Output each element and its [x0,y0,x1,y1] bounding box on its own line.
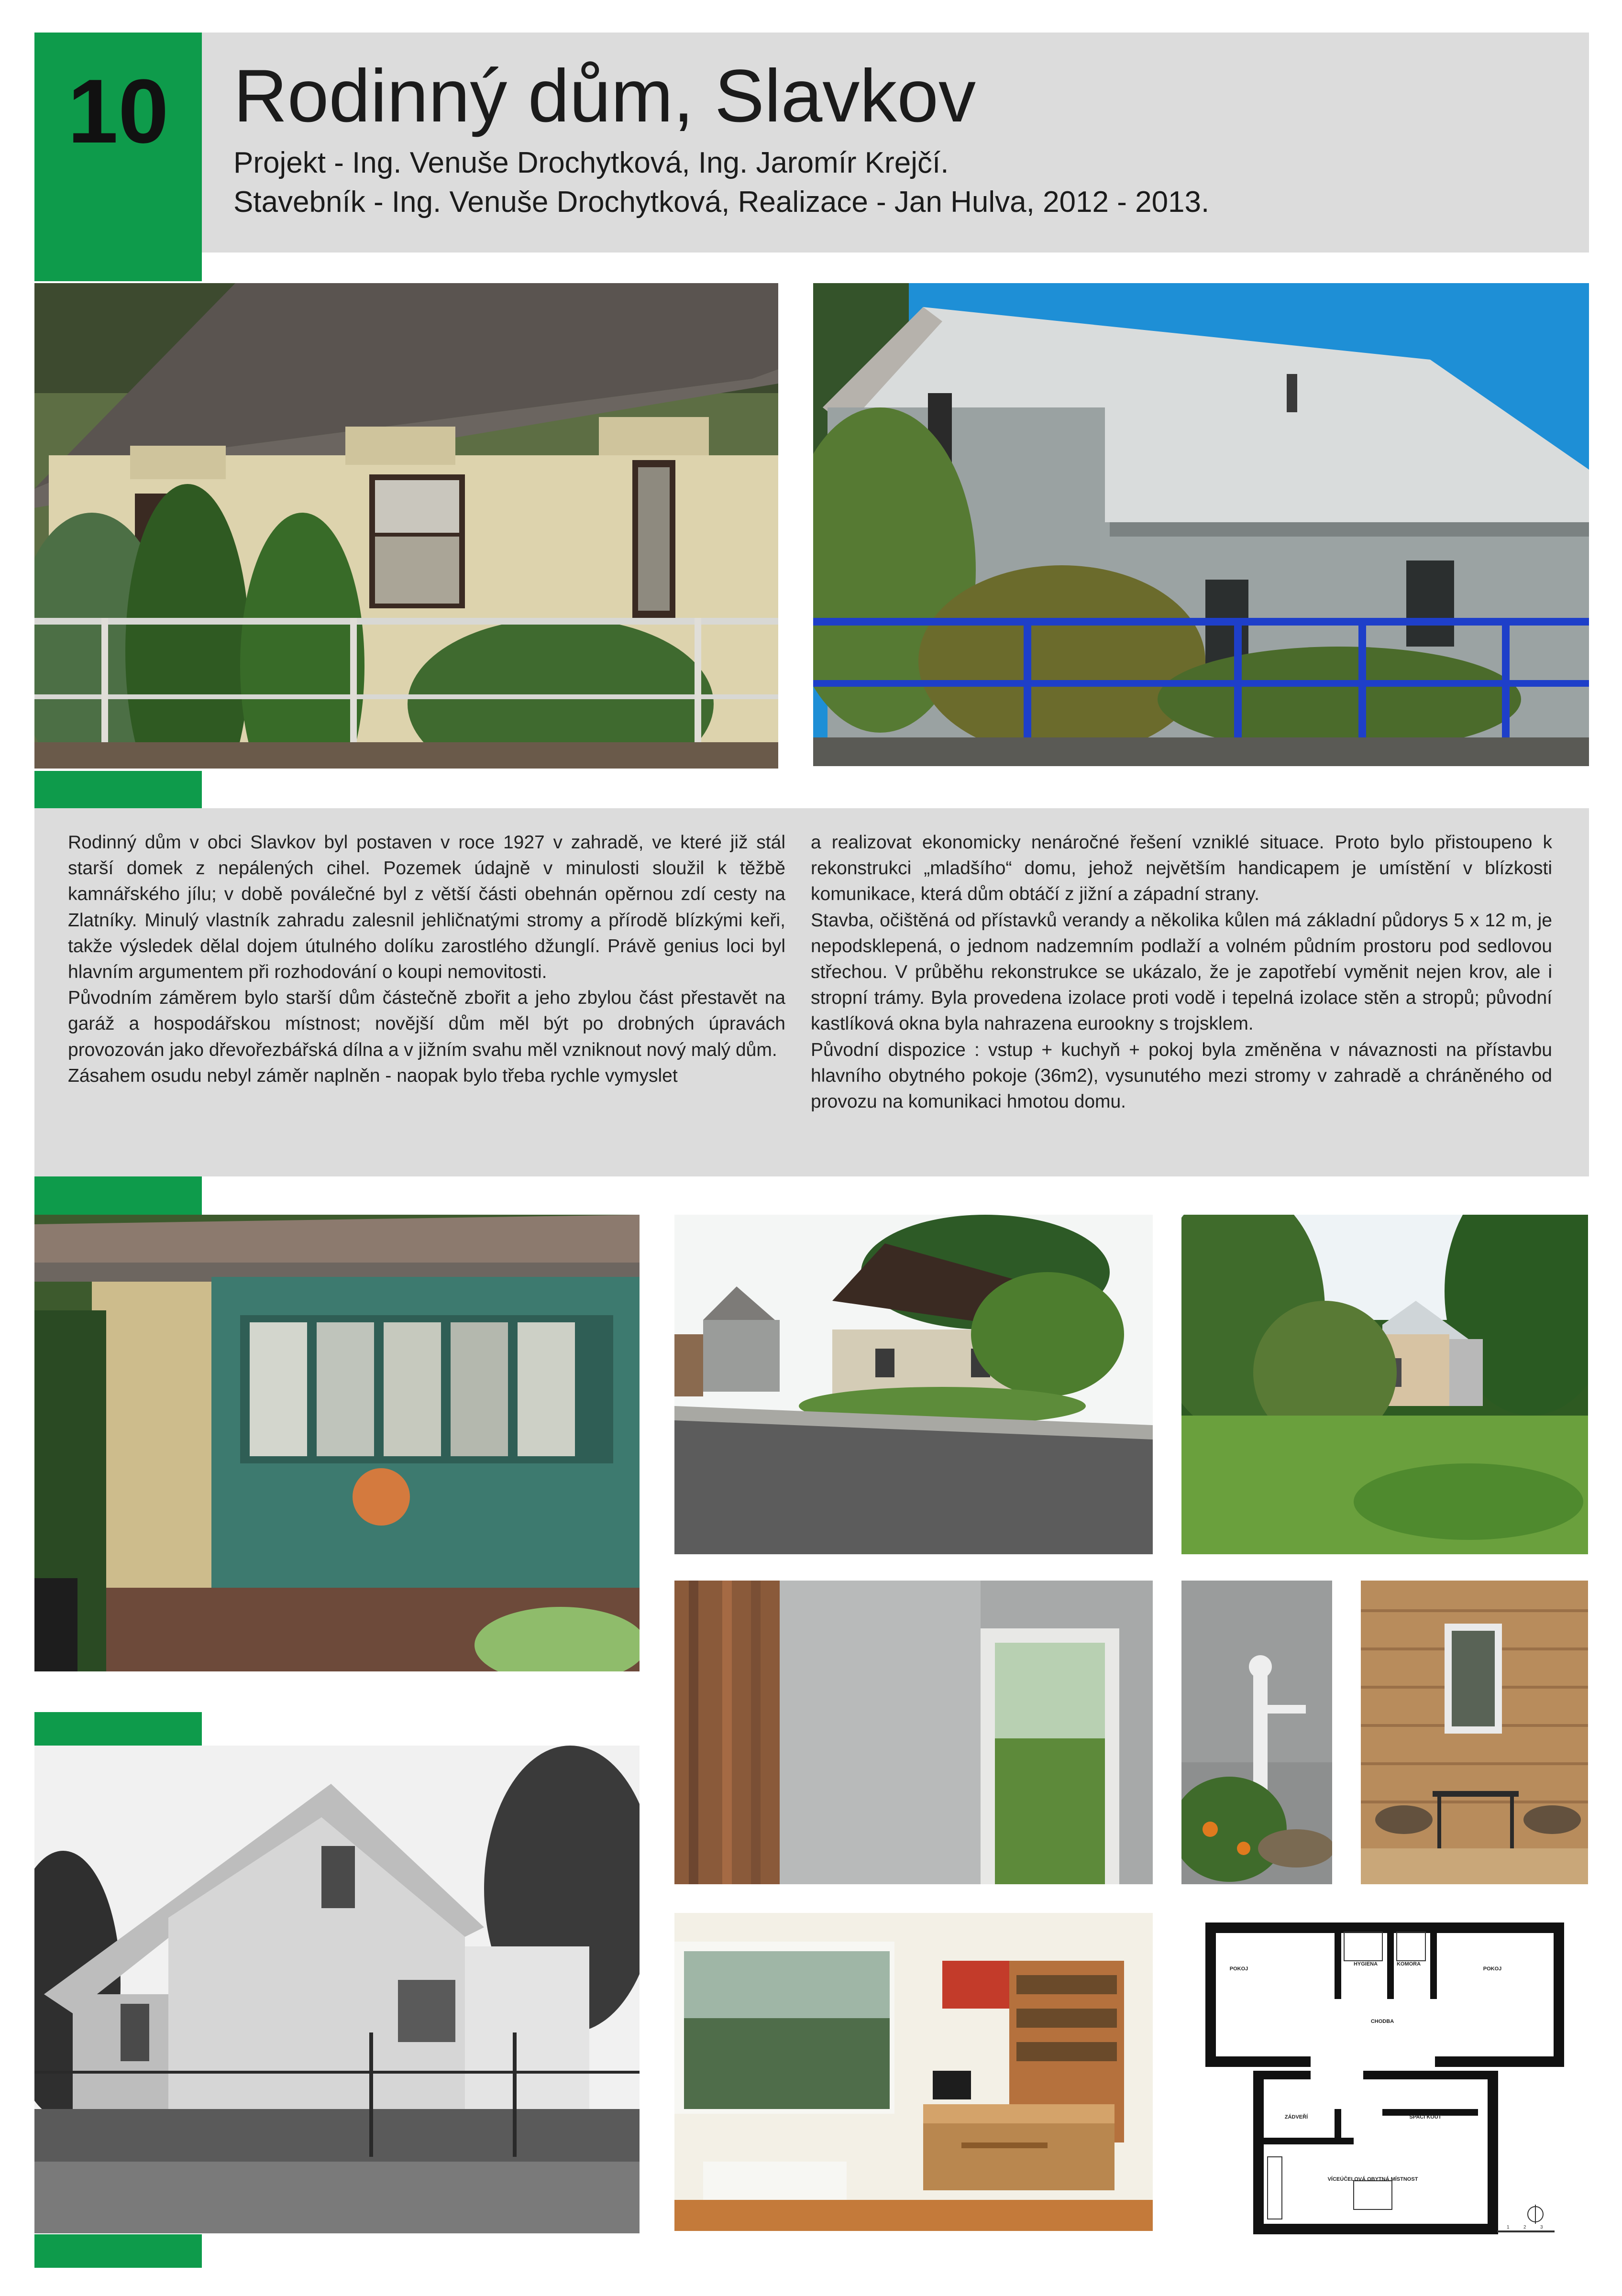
photo-wooden-facade [1361,1581,1588,1884]
paragraph: Původním záměrem bylo starší dům částečně zbořit a jeho zbylou část přestavět na garáž a hospodářskou místnost; novější dům měl být po drobných úpravách provozován jako dřevořezbářská dílna a v jižním svahu měl vzniknout nový malý dům. [68,988,785,1060]
paragraph: Rodinný dům v obci Slavkov byl postaven v roce 1927 v zahradě, ve které již stál starší domek z nepálených cihel. Pozemek údajně v minulosti sloužil k těžbě kamnářského jílu; v době poválečné byl z větší části obehnán opěrnou zdí cesty na Zlatníky. Minulý vlastník zahradu zalesnil jehličnatými stromy a přírodě blízkými keři, takže výsledek dělal dojem útulného dolíku zarostlého džunglí. Právě genius loci byl hlavním argumentem při rozhodování o koupi nemovitosti. [68,832,785,983]
accent-bar [34,1176,202,1215]
text-column-right [811,830,1552,1115]
paragraph: Zásahem osudu nebyl záměr naplněn - naopak bylo třeba rychle vymyslet [68,1065,678,1086]
accent-bar [34,1712,202,1746]
photo-water-pump [1181,1581,1332,1884]
scale-bar [1497,2230,1555,2232]
photo-interior [674,1913,1153,2231]
photo-veranda [34,1215,640,1671]
paragraph: Stavba, očištěná od přístavků verandy a několika kůlen má základní půdorys 5 x 12 m, je nepodsklepená, o jednom nadzemním podlaží a volném půdním prostoru pod sedlovou střechou. V průběhu rekonstrukce se ukázalo, že je zapotřebí vyměnit nejen krov, ale i stropní trámy. Byla provedena izolace proti vodě i tepelná izolace stěn a stropů; původní kastlíková okna byla nahrazena eurookny s trojsklem. [811,910,1552,1034]
room-label: POKOJ [1229,1966,1248,1972]
room-label: POKOJ [1483,1966,1502,1972]
credits [233,143,1209,222]
issue-number: 10 [67,61,169,162]
room-label: KOMORA [1396,1961,1421,1967]
room-label: CHODBA [1370,2019,1394,2024]
photo-original-house [34,283,778,769]
room-label: SPACÍ KOUT [1409,2114,1442,2120]
photo-bw-construction [34,1746,640,2233]
scale-label: 1 [1507,2225,1510,2230]
photo-street-view [674,1215,1153,1554]
photo-reconstructed-house [813,283,1589,766]
room-label: ZÁDVEŘÍ [1284,2114,1308,2120]
credits-line-builder: Stavebník - Ing. Venuše Drochytková, Realizace - Jan Hulva, 2012 - 2013. [233,186,1210,219]
floor-plan [1181,1913,1588,2238]
issue-number-block [34,33,202,281]
paragraph: a realizovat ekonomicky nenáročné řešení vzniklé situace. Proto bylo přistoupeno k rekonstrukci „mladšího“ domu, jehož největším handicapem je umístění v blízkosti komunikace, která dům obtáčí z jižní a západní strany. [811,832,1552,905]
accent-bar [34,771,202,809]
accent-bar [34,2234,202,2268]
scale-label: 3 [1540,2225,1543,2230]
photo-garden-view [1181,1215,1588,1554]
paragraph: Původní dispozice : vstup + kuchyň + pokoj byla změněna v návaznosti na přístavbu hlavního obytného pokoje (36m2), vysunutého mezi stromy v zahradě a chráněného od provozu na komunikaci hmotou domu. [811,1039,1552,1112]
credits-line-project: Projekt - Ing. Venuše Drochytková, Ing. Jaromír Krejčí. [233,146,949,179]
room-label: VÍCEÚČELOVÁ OBYTNÁ MÍSTNOST [1327,2176,1418,2182]
scale-label: 2 [1523,2225,1526,2230]
room-label: HYGIENA [1353,1961,1378,1967]
page-title: Rodinný dům, Slavkov [233,55,976,138]
text-column-left [68,830,785,1089]
photo-window-detail [674,1581,1153,1884]
